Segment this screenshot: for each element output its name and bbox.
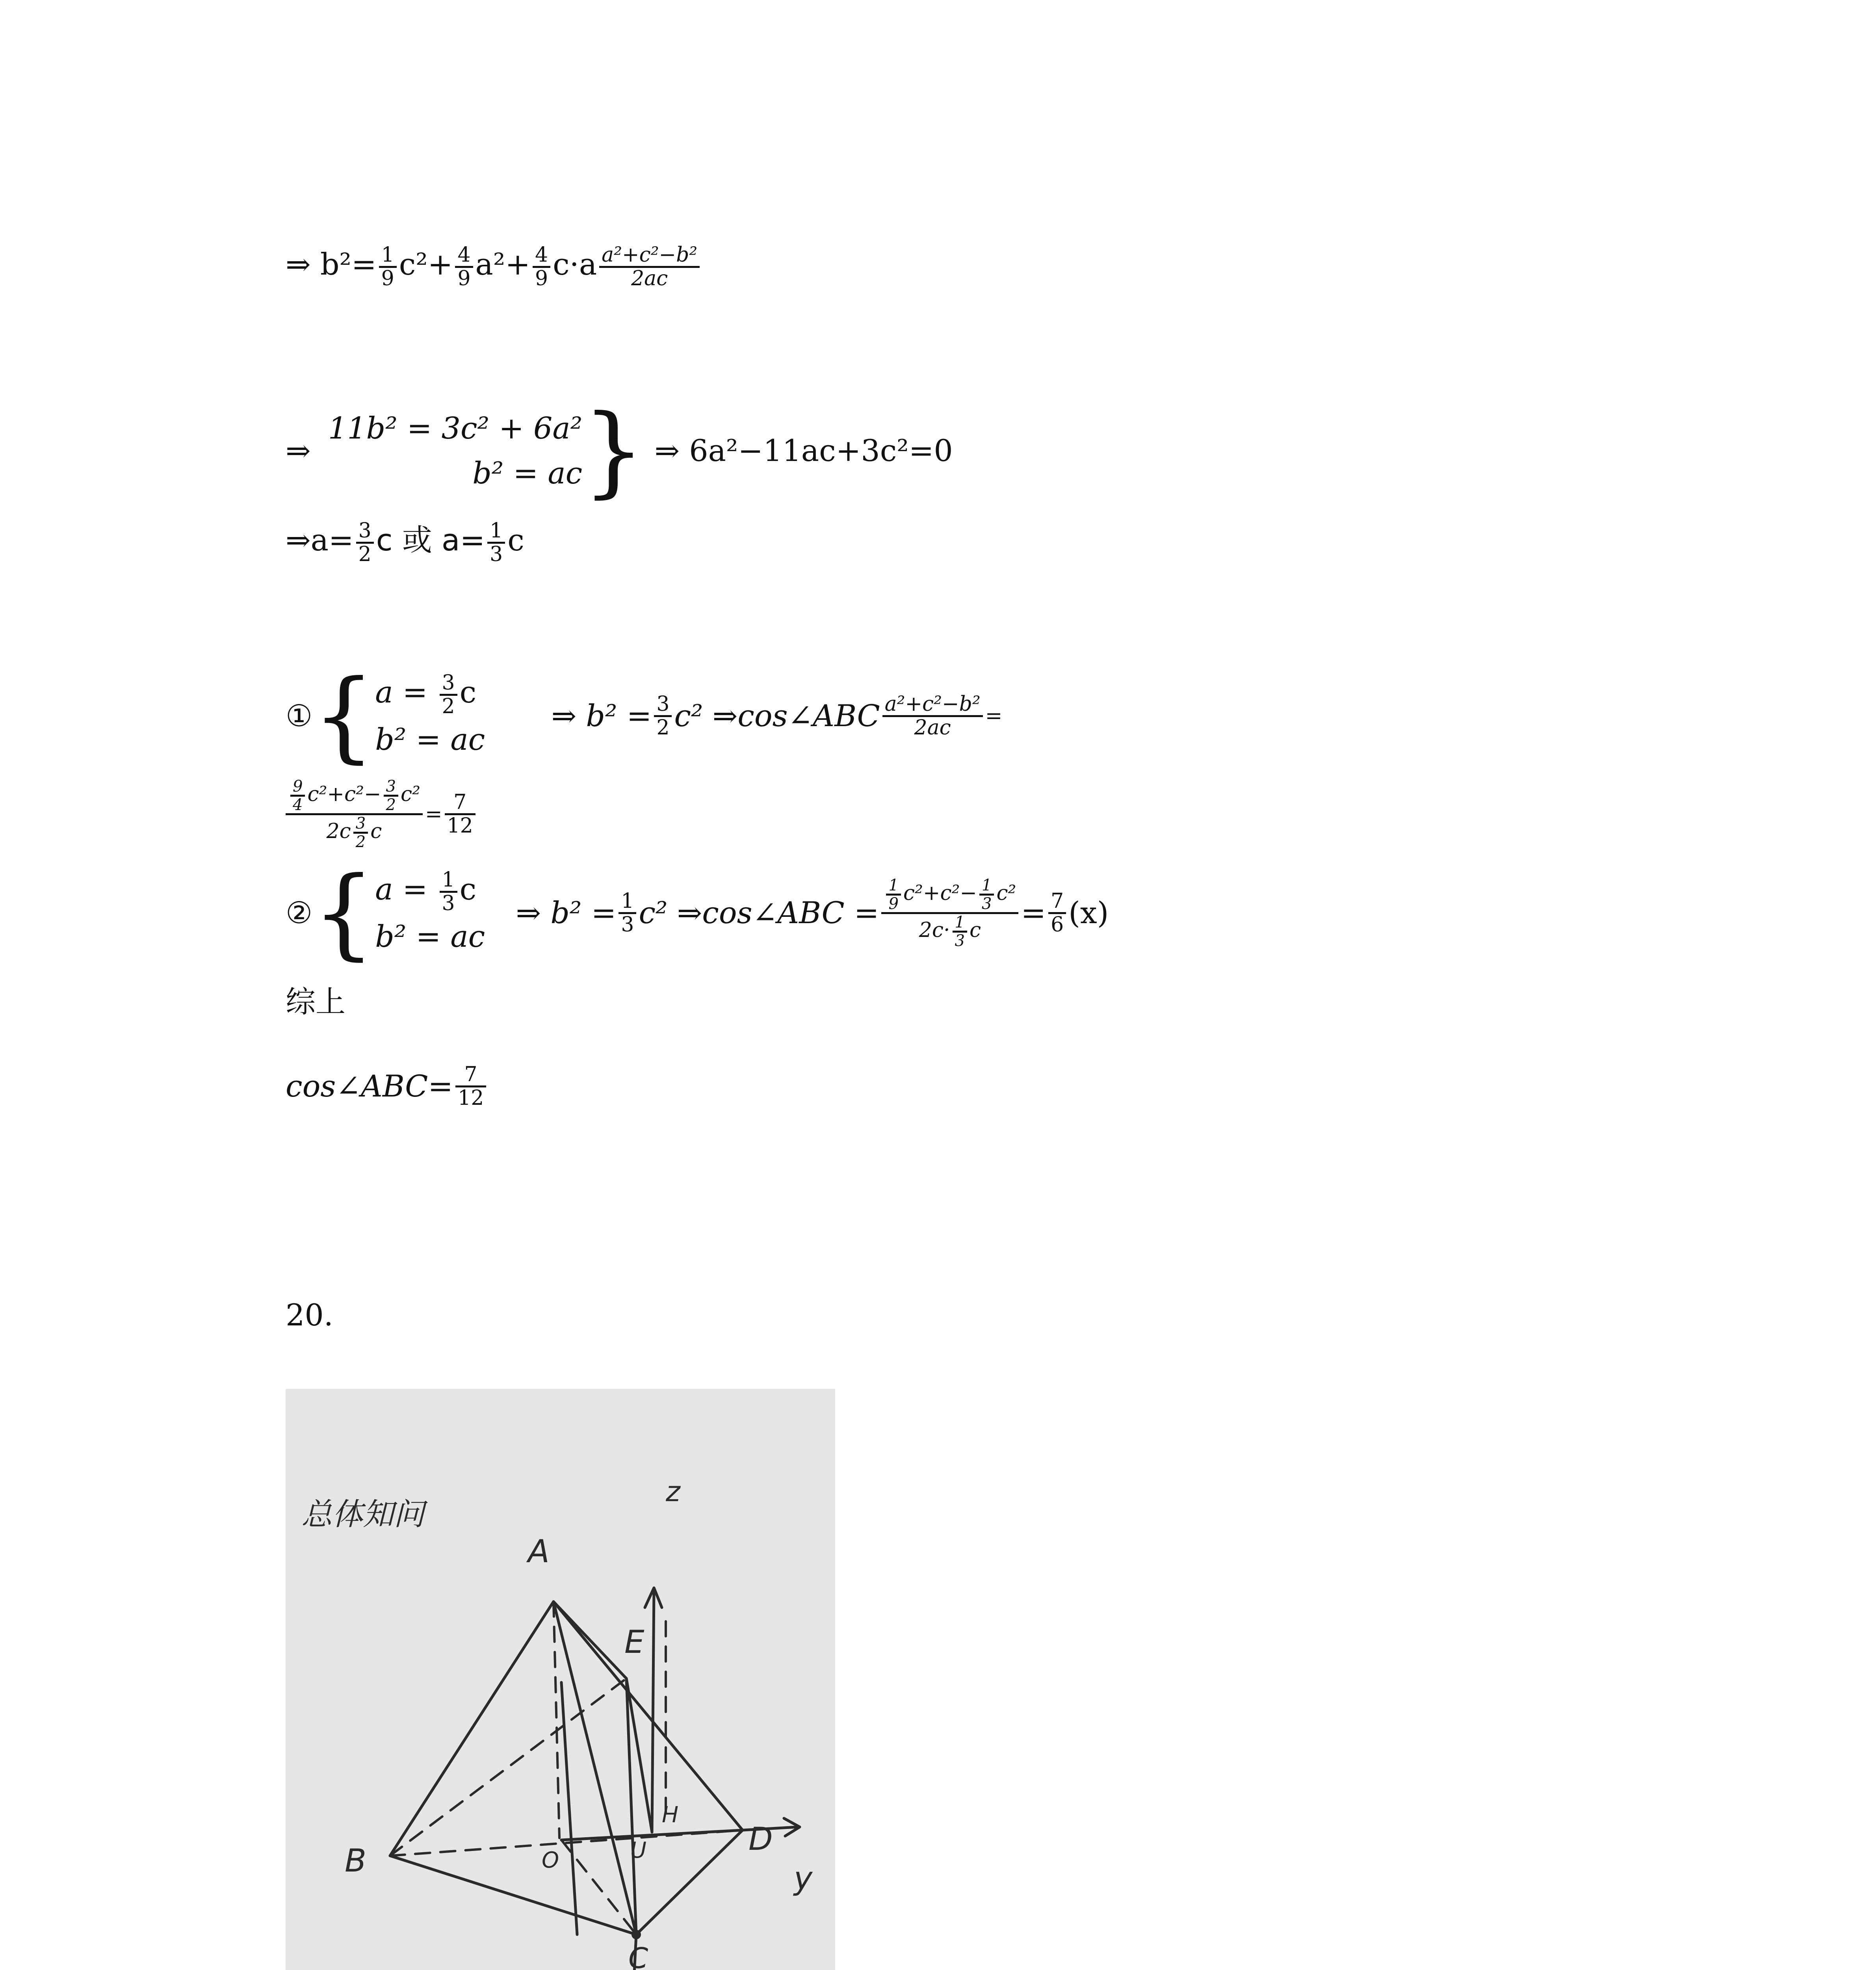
eq1-term3: c·a bbox=[553, 247, 597, 282]
equation-system-quadratic bbox=[286, 393, 953, 508]
case-1-marker: ① bbox=[286, 698, 313, 734]
label-E: E bbox=[624, 1624, 645, 1660]
frac-cosine-law: $\frac{\text{a²+c²−b²}}{2ac}$ bbox=[599, 244, 700, 289]
case-2-suffix: (x) bbox=[1068, 895, 1109, 931]
case-1-system: a = $\frac{3}{2}$ c b² = ac bbox=[375, 671, 485, 757]
case-1-big-frac: $\frac{9}{4}$ c²+c²− $\frac{3}{2}$ c² 2c $\frac{3}{2}$ c bbox=[286, 778, 423, 850]
dashed-edge-BE bbox=[390, 1678, 626, 1856]
label-H: H bbox=[662, 1802, 679, 1828]
eq2-system bbox=[328, 406, 582, 496]
frac-4-9-a: $\frac{4}{9}$ bbox=[455, 244, 473, 289]
case-2-mid2: c² ⇒cos∠ABC = bbox=[639, 895, 879, 931]
eq2-result: ⇒ 6a²−11ac+3c²=0 bbox=[654, 433, 953, 468]
eq2-prefix: ⇒ bbox=[286, 433, 311, 468]
equation-b-squared-expansion bbox=[286, 244, 702, 289]
case-1-equation: ①{ a = $\frac{3}{2}$ c b² = ac ⇒ b² = $\frac{3}{2}$ c² ⇒cos∠ABC $\frac{\text{a²+c²−b²}}{2ac}$ = bbox=[286, 658, 1003, 773]
case-2-marker: ② bbox=[286, 895, 313, 931]
case-2-big-frac: $\frac{1}{9}$ c²+c²− $\frac{1}{3}$ c² 2c· $\frac{1}{3}$ c bbox=[881, 877, 1018, 949]
segment-AO-proj bbox=[561, 1682, 577, 1935]
label-C: C bbox=[628, 1942, 648, 1970]
case-1-cos-frac: $\frac{\text{a²+c²−b²}}{2ac}$ bbox=[882, 693, 983, 738]
problem-number: 20. bbox=[286, 1297, 333, 1333]
final-answer: cos∠ABC= $\frac{7}{12}$ bbox=[286, 1064, 489, 1109]
eq3-suffix: c bbox=[507, 522, 524, 558]
left-brace-1: { bbox=[312, 658, 375, 773]
case-1-result: $\frac{9}{4}$ c²+c²− $\frac{3}{2}$ c² 2c $\frac{3}{2}$ c = $\frac{7}{12}$ bbox=[286, 778, 478, 850]
frac-3-2: $\frac{3}{2}$ bbox=[356, 520, 374, 565]
eq1-prefix: ⇒ b²= bbox=[286, 247, 377, 282]
label-U: U bbox=[630, 1838, 646, 1863]
eq2-row1: 11b² = 3c² + 6a² bbox=[328, 411, 583, 446]
summary-text: 综上 bbox=[286, 984, 345, 1019]
case-2-equation: ②{ a = $\frac{1}{3}$ c b² = ac ⇒ b² = $\frac{1}{3}$ c² ⇒cos∠ABC = $\frac{1}{9}$ c²+c²− $\frac{1}{3}$ c² 2c· $\frac{1}{3}$ c = $\frac{7}{6}$ (x) bbox=[286, 855, 1109, 970]
case-1-result-frac: $\frac{7}{12}$ bbox=[445, 792, 476, 836]
case-2-result-frac: $\frac{7}{6}$ bbox=[1048, 890, 1066, 935]
eq2-row2: b² = ac bbox=[472, 455, 583, 491]
z-axis-line bbox=[652, 1590, 654, 1832]
eq1-term2: a²+ bbox=[475, 247, 531, 282]
label-z: z bbox=[666, 1476, 680, 1508]
case-2-mid1: ⇒ b² = bbox=[516, 895, 617, 931]
final-frac: $\frac{7}{12}$ bbox=[455, 1064, 486, 1109]
eq1-term1: c²+ bbox=[399, 247, 453, 282]
case-2-system: a = $\frac{1}{3}$ c b² = ac bbox=[375, 868, 485, 954]
right-brace: } bbox=[582, 393, 645, 508]
eq3-prefix: ⇒a= bbox=[286, 522, 354, 558]
edge-CD bbox=[636, 1830, 743, 1935]
label-O: O bbox=[542, 1847, 559, 1873]
edge-AB bbox=[390, 1602, 554, 1856]
tetrahedron-sketch bbox=[286, 1389, 835, 1970]
eq3-middle: c 或 a= bbox=[376, 522, 485, 558]
case-1-mid1: ⇒ b² = bbox=[551, 698, 652, 734]
handwritten-title: 总体知问 bbox=[301, 1497, 425, 1532]
label-A: A bbox=[528, 1533, 550, 1570]
case-2-frac: $\frac{1}{3}$ bbox=[619, 890, 636, 935]
frac-4-9-b: $\frac{4}{9}$ bbox=[533, 244, 550, 289]
dashed-AO bbox=[554, 1602, 559, 1838]
edge-BC bbox=[390, 1856, 636, 1935]
tetrahedron-figure-photo bbox=[286, 1389, 835, 1970]
left-brace-2: { bbox=[312, 855, 375, 970]
label-y: y bbox=[794, 1860, 813, 1897]
case-1-mid2: c² ⇒cos∠ABC bbox=[674, 698, 880, 734]
equation-a-solutions bbox=[286, 520, 524, 565]
frac-1-9: $\frac{1}{9}$ bbox=[379, 244, 397, 289]
label-B: B bbox=[345, 1842, 366, 1879]
frac-1-3: $\frac{1}{3}$ bbox=[487, 520, 505, 565]
point-C-dot bbox=[632, 1930, 641, 1939]
case-1-frac: $\frac{3}{2}$ bbox=[654, 693, 672, 738]
label-D: D bbox=[749, 1821, 773, 1857]
